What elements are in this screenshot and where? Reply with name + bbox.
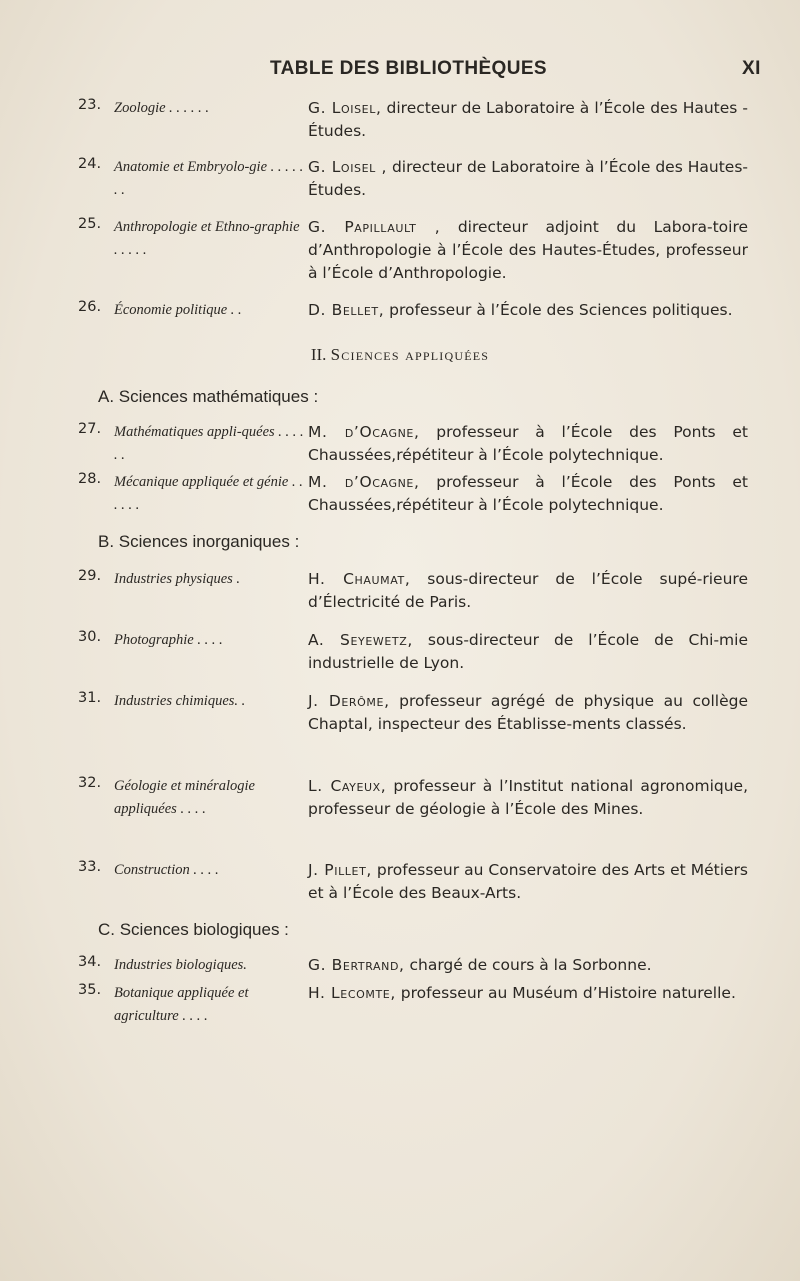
entry-subject: Anatomie et Embryolo-gie . . . . . . . — [114, 159, 304, 198]
subsection-heading-b: B. Sciences inorganiques : — [98, 532, 300, 551]
entry-number: 34. — [78, 954, 102, 970]
entry-librarian-name: L. Cayeux, — [308, 777, 387, 795]
entry-librarian-title: professeur à l’Institut national agronomique, professeur de géologie à l’École des Mines. — [308, 777, 749, 818]
entry-librarian-title: sous-directeur de l’École de Chi-mie industrielle de Lyon. — [308, 631, 748, 672]
entry-librarian-title: professeur au Muséum d’Histoire naturelle. — [395, 984, 736, 1002]
entry-subject: Géologie et minéralogie appliquées . . . . — [114, 778, 255, 817]
section-numeral: II. — [310, 345, 327, 364]
entry-librarian-title: directeur adjoint du Labora-toire d’Anthropologie à l’École des Hautes-Études, professeur à l’École d’Anthropologie. — [308, 218, 749, 282]
entry-subject: Industries physiques . — [114, 571, 241, 587]
entry-number: 23. — [78, 97, 102, 113]
entry-librarian-title: sous-directeur de l’École supé-rieure d’Électricité de Paris. — [308, 570, 748, 611]
entry-librarian-name: M. d’Ocagne, — [308, 473, 420, 491]
entry-librarian-title: chargé de cours à la Sorbonne. — [404, 956, 652, 974]
entry-number: 26. — [78, 299, 102, 315]
entry-librarian-title: professeur agrégé de physique au collège Chaptal, inspecteur des Établisse-ments classés. — [308, 692, 748, 733]
entry-description — [308, 954, 748, 977]
subsection-heading-a: A. Sciences mathématiques : — [98, 387, 319, 406]
entry-librarian-name: G. Loisel, — [308, 99, 382, 117]
entry-number: 33. — [78, 859, 102, 875]
entry-description — [308, 775, 748, 821]
entry-subject: Mathématiques appli-quées . . . . . . — [114, 424, 304, 463]
page-header — [0, 58, 800, 82]
entry-description — [308, 568, 748, 614]
entry-librarian-title: directeur de Laboratoire à l’École des Hautes - Études. — [308, 99, 748, 140]
entry-librarian-title: directeur de Laboratoire à l’École des Hautes-Études. — [308, 158, 748, 199]
entry-number: 30. — [78, 629, 102, 645]
entry-subject: Mécanique appliquée et génie . . . . . . — [114, 474, 303, 513]
entry-number: 25. — [78, 216, 102, 232]
subsection-heading-c: C. Sciences biologiques : — [98, 920, 289, 939]
entry-number: 28. — [78, 471, 102, 487]
entry-number: 31. — [78, 690, 102, 706]
entry-number: 29. — [78, 568, 102, 584]
entry-description — [308, 859, 748, 905]
entry-subject: Anthropologie et Ethno-graphie . . . . . — [114, 219, 300, 258]
entry-librarian-title: professeur au Conservatoire des Arts et Métiers et à l’École des Beaux-Arts. — [308, 861, 748, 902]
entry-subject: Photographie . . . . — [114, 632, 223, 648]
entry-description — [308, 471, 748, 517]
entry-librarian-name: J. Derôme, — [308, 692, 390, 710]
entry-description — [308, 629, 748, 675]
entry-librarian-name: G. Papillault , — [308, 218, 441, 236]
section-title: Sciences appliquées — [330, 345, 490, 364]
entry-subject: Zoologie . . . . . . — [114, 100, 210, 116]
entry-subject: Économie politique . . — [114, 302, 242, 318]
entry-librarian-name: A. Seyewetz, — [308, 631, 413, 649]
entry-librarian-name: M. d’Ocagne, — [308, 423, 420, 441]
entry-librarian-title: professeur à l’École des Sciences politiques. — [384, 301, 733, 319]
entry-subject: Construction . . . . — [114, 862, 219, 878]
section-heading — [0, 345, 800, 365]
entry-description — [308, 421, 748, 467]
entry-description — [308, 299, 748, 322]
entry-subject: Botanique appliquée et agriculture . . . . — [114, 985, 249, 1024]
entry-description — [308, 97, 748, 143]
page-number: XI — [742, 58, 761, 79]
entry-librarian-name: J. Pillet, — [308, 861, 372, 879]
entry-subject: Industries chimiques. . — [114, 693, 246, 709]
entry-number: 32. — [78, 775, 102, 791]
entry-librarian-name: H. Chaumat, — [308, 570, 411, 588]
running-title: TABLE DES BIBLIOTHÈQUES — [270, 58, 547, 79]
entry-librarian-title: professeur à l’École des Ponts et Chaussées,répétiteur à l’École polytechnique. — [308, 473, 749, 514]
entry-description — [308, 690, 748, 736]
entry-librarian-name: H. Lecomte, — [308, 984, 396, 1002]
entry-description — [308, 216, 748, 285]
entry-description — [308, 156, 748, 202]
entry-librarian-name: G. Bertrand, — [308, 956, 405, 974]
entry-number: 35. — [78, 982, 102, 998]
entry-number: 27. — [78, 421, 102, 437]
entry-number: 24. — [78, 156, 102, 172]
entry-librarian-name: G. Loisel , — [308, 158, 387, 176]
entry-librarian-title: professeur à l’École des Ponts et Chaussées,répétiteur à l’École polytechnique. — [308, 423, 749, 464]
entry-description — [308, 982, 748, 1005]
entry-subject: Industries biologiques. — [114, 957, 247, 973]
entry-librarian-name: D. Bellet, — [308, 301, 385, 319]
